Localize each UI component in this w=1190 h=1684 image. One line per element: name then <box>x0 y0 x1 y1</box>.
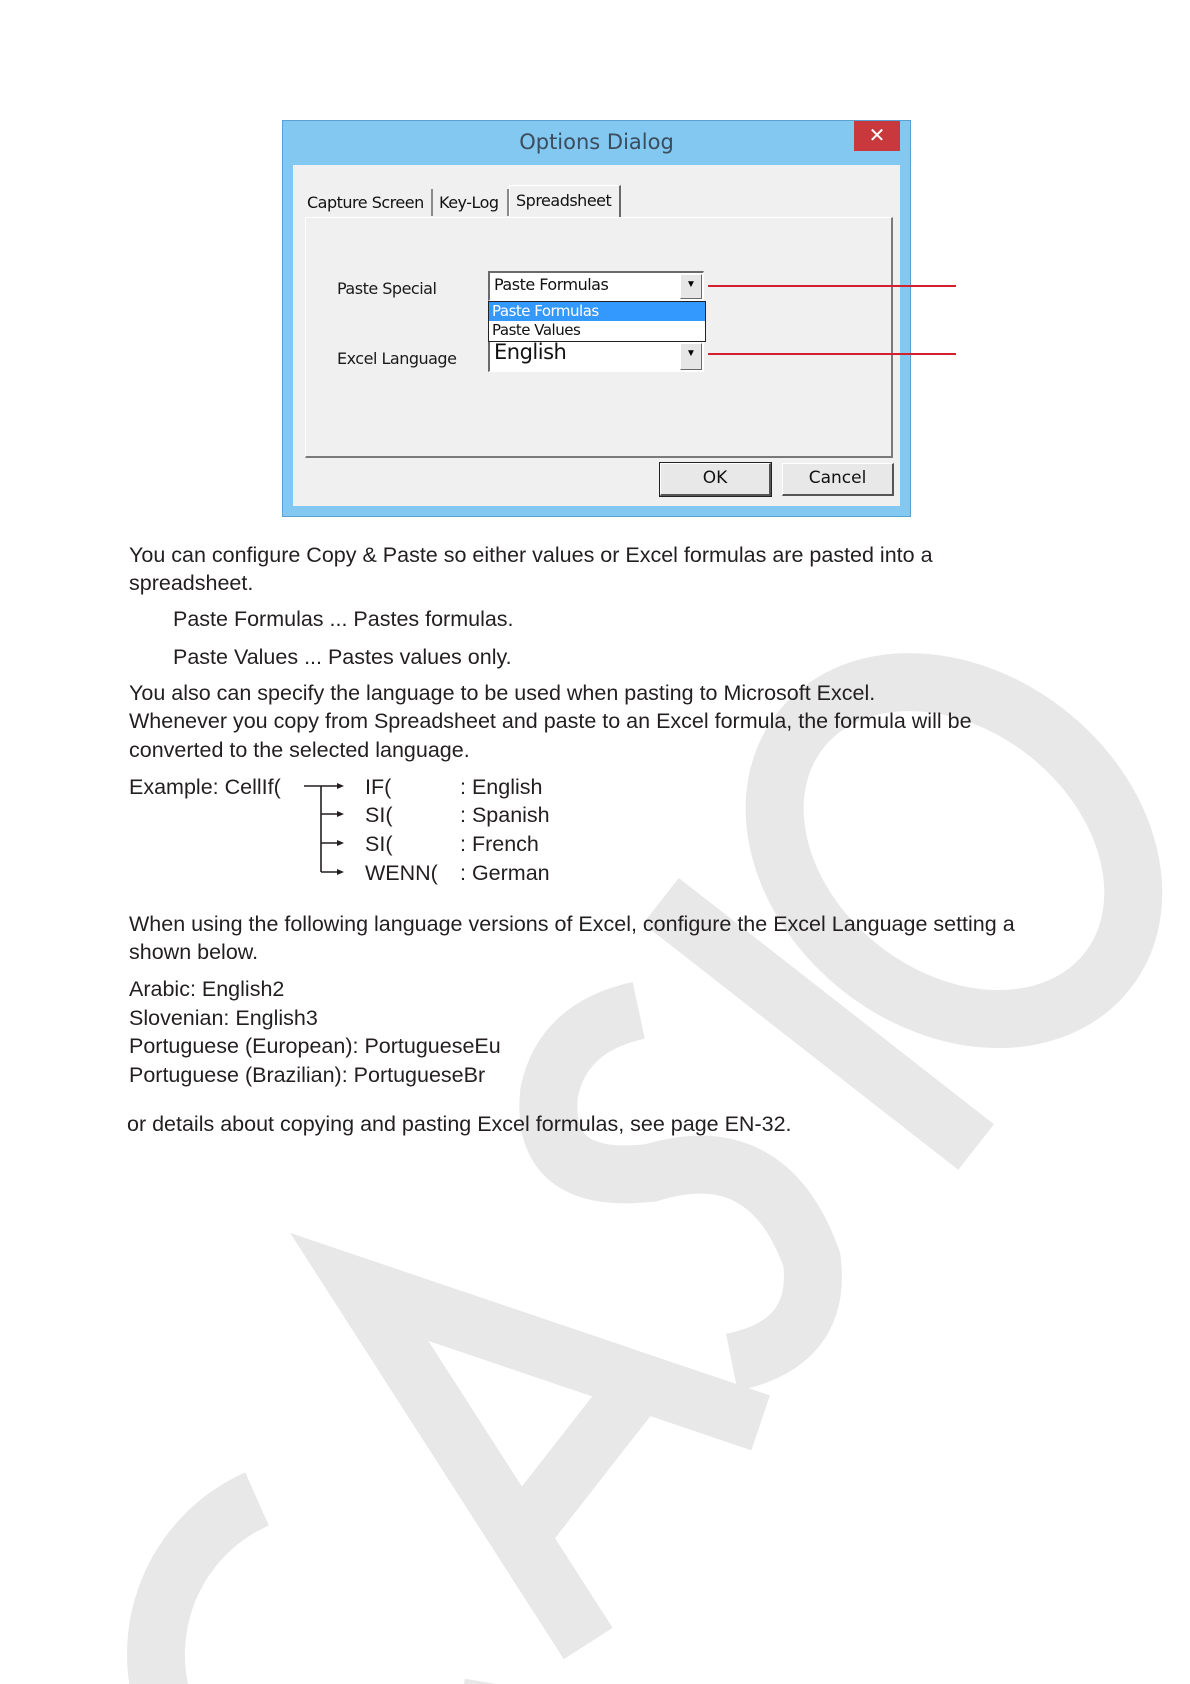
paste-special-combo[interactable] <box>488 271 704 301</box>
example-lang-3: : French <box>460 832 539 856</box>
paragraph-convert-cont: converted to the selected language. <box>129 738 470 762</box>
tab-key-log[interactable]: Key-Log <box>433 189 509 216</box>
excel-language-value: English <box>494 340 567 364</box>
options-dialog <box>282 120 911 517</box>
close-button[interactable]: ✕ <box>854 121 900 151</box>
example-func-4: WENN( <box>365 861 438 885</box>
example-func-1: IF( <box>365 775 392 799</box>
lang-list-item: Portuguese (European): PortugueseEu <box>129 1034 501 1058</box>
example-arrows <box>300 780 350 890</box>
cancel-button[interactable]: Cancel <box>782 463 894 496</box>
tab-capture-screen[interactable]: Capture Screen <box>301 189 433 216</box>
paragraph-details: or details about copying and pasting Excel formulas, see page EN-32. <box>127 1112 792 1136</box>
example-func-2: SI( <box>365 803 393 827</box>
chevron-down-icon[interactable]: ▼ <box>680 274 702 299</box>
paragraph-intro: You can configure Copy & Paste so either values or Excel formulas are pasted into a <box>129 543 933 567</box>
example-lang-2: : Spanish <box>460 803 550 827</box>
paragraph-intro-cont: spreadsheet. <box>129 571 254 595</box>
example-lang-1: : English <box>460 775 543 799</box>
paste-special-label: Paste Special <box>337 279 437 298</box>
example-lang-4: : German <box>460 861 550 885</box>
dialog-title: Options Dialog <box>519 130 674 154</box>
paste-special-value: Paste Formulas <box>494 275 609 294</box>
callout-line-paste-special <box>708 285 956 287</box>
option-paste-values[interactable]: Paste Values <box>492 321 581 339</box>
paragraph-language: You also can specify the language to be used when pasting to Microsoft Excel. <box>129 681 876 705</box>
list-item-paste-formulas: Paste Formulas ... Pastes formulas. <box>173 607 514 631</box>
paragraph-versions: When using the following language versions of Excel, configure the Excel Language setting a <box>129 912 1015 936</box>
paste-special-dropdown <box>488 301 706 342</box>
excel-language-combo[interactable] <box>488 342 704 372</box>
paragraph-convert: Whenever you copy from Spreadsheet and paste to an Excel formula, the formula will be <box>129 709 972 733</box>
example-func-3: SI( <box>365 832 393 856</box>
paragraph-versions-cont: shown below. <box>129 940 259 964</box>
dialog-client <box>293 165 900 506</box>
chevron-down-icon[interactable]: ▼ <box>680 343 702 370</box>
option-paste-formulas[interactable]: Paste Formulas <box>489 302 705 321</box>
lang-list-item: Slovenian: English3 <box>129 1006 318 1030</box>
lang-list-item: Portuguese (Brazilian): PortugueseBr <box>129 1063 486 1087</box>
lang-list-item: Arabic: English2 <box>129 977 285 1001</box>
excel-language-label: Excel Language <box>337 349 457 368</box>
example-label: Example: CellIf( <box>129 775 281 799</box>
tab-spreadsheet[interactable]: Spreadsheet <box>509 185 621 218</box>
ok-button[interactable]: OK <box>660 463 771 496</box>
callout-line-excel-language <box>708 353 956 355</box>
list-item-paste-values: Paste Values ... Pastes values only. <box>173 645 512 669</box>
